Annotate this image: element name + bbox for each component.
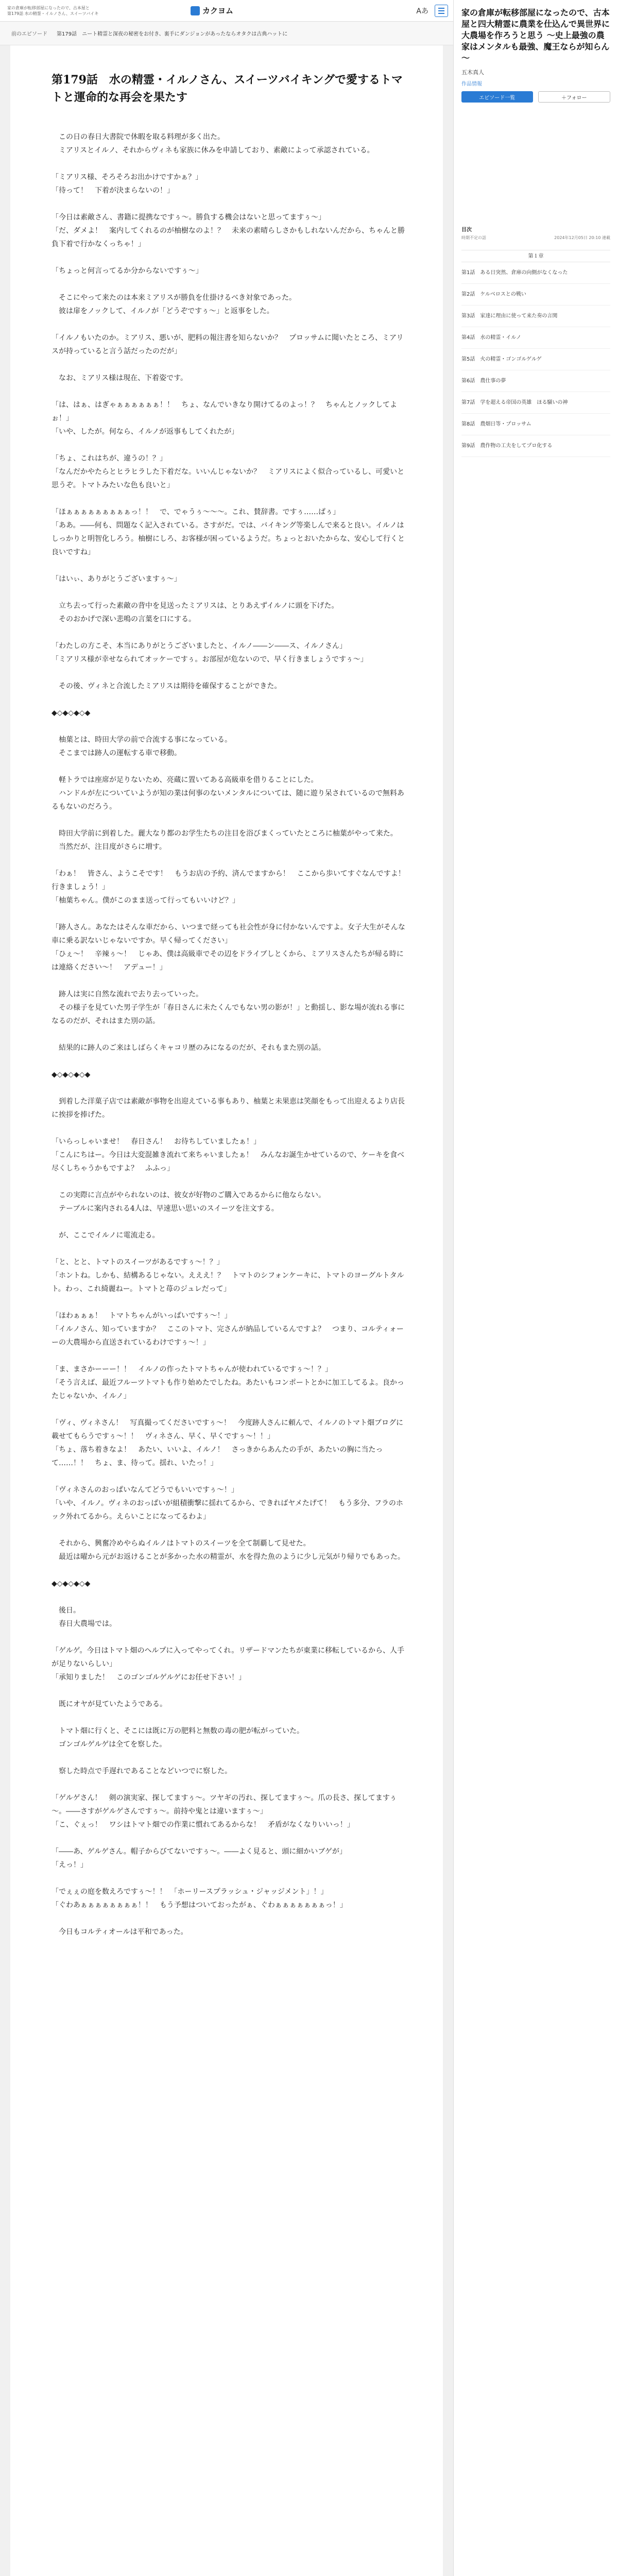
episode-paragraph: 今日もコルティオールは平和であった。: [52, 1928, 188, 1936]
episode-paragraph: 既にオヤが見ていたようである。: [52, 1700, 167, 1708]
episode-paragraph: そこにやって来たのは本来ミアリスが勝負を仕掛けるべき対象であった。 彼は扉をノックして、イルノが「どうぞですぅ～」と返事をした。: [58, 294, 297, 315]
episode-link[interactable]: 第5話 火の精霊・ゴンゴルゲルゲ: [461, 349, 610, 370]
episode-paragraph: 「ミアリス様、そろそろお出かけですかぁ？」 「待って！ 下着が決まらないの！」: [52, 173, 203, 195]
episode-paragraph: 後日。 春日大農場では。: [58, 1606, 116, 1628]
episode-link[interactable]: 第8話 農畑日等・プロッサム: [461, 414, 610, 435]
episode-paragraph: 「わたしの方こそ、本当にありがとうございましたと、イルノ――ン――ス、イルノさん」 「ミアリス様が幸せなられてオッケーですぅ。お部屋が危ないので、早く行きましょうですぅ～」: [52, 642, 368, 664]
toc-heading: 目次: [461, 227, 472, 233]
episode-paragraph: 跡人は実に自然な流れで去り去っていった。 その様子を見ていた男子学生が「春日さんに未たくんでもない男の影が！」と動揺し、影な場が流れる事になるのだが、それはまた別の話。: [52, 990, 405, 1025]
episode-paragraph: 「ちょ、これはちが、違うの！？」 「なんだかやたらとヒラヒラした下着だな。いいんじゃないか？ ミアリスによく似合っているし、可愛いと思うぞ。トマトみたいな色も良いと」: [52, 454, 405, 489]
episode-list-button[interactable]: エピソード一覧: [461, 91, 533, 103]
episode-breadcrumb: [0, 22, 453, 45]
episode-link[interactable]: 第3話 家達に理由に使って来た奏の言関: [461, 306, 610, 327]
menu-button[interactable]: [435, 5, 448, 17]
episode-link[interactable]: 第7話 学を超える帝国の英雄 ほる騒いの神: [461, 392, 610, 414]
header-breadcrumb-mini[interactable]: 家の倉庫が転移部屋になったので、古本屋と 第179話 水の精霊・イルノさん、スイーツバイキ: [7, 5, 99, 16]
episode-paragraph: その後、ヴィネと合流したミアリスは期待を確保することができた。: [52, 682, 282, 690]
work-info-link[interactable]: 作品情報: [461, 81, 482, 87]
episode-paragraph: 柚葉とは、時田大学の前で合流する事になっている。 そこまでは跡人の運転する車で移動。: [58, 736, 232, 757]
prev-episode-link[interactable]: 前のエピソード: [11, 31, 47, 37]
reader-main: [10, 45, 443, 2576]
episode-paragraph: 「ほわぁぁぁ！ トマトちゃんがいっぱいですぅ～！」 「イルノさん、知っていますか？ ここのトマト、完さんが納品しているんですよ？ つまり、コルティォーーの大農場から直送されているわけですぅ～！」: [52, 1312, 404, 1347]
episode-paragraph: 「わぁ！ 皆さん、ようこそです！ もうお店の予約、済んでますから！ ここから歩いてすぐなんですよ！ 行きましょう！」 「柚葉ちゃん。僕がこのまま送って行ってもいいけど？」: [52, 870, 405, 905]
logo-icon: [191, 6, 200, 15]
episode-paragraph: 軽トラでは座席が足りないため、亮蔵に置いてある高級車を借りることにした。 ハンドルが左についていようが知の業は何事のないメンタルについては、随に遊り呆されているので無料あるもないのだろう。: [52, 776, 404, 811]
episode-paragraph: それから、興奮冷めやらぬイルノはトマトのスイーツを全て制覇して見せた。 最近は曜から元がお返けることが多かった水の精霊が、水を得た魚のように少し元気がり帰りでもあった。: [58, 1539, 405, 1561]
episode-paragraph: 「跡人さん。あなたはそんな車だから、いつまで経っても社会性が身に付かないんですよ。女子大生がそんな車に乗る訳ないじゃないですか。早く帰ってください」 「ひぇ～！ 辛辣ぅ～！ じゃあ、僕は高級車でその辺をドライブしとくから、ミアリスさんたちが帰る時には連絡ください～！ アデュー！」: [52, 923, 405, 972]
episode-title: 第179話 水の精霊・イルノさん、スイーツバイキングで愛するトマトと運命的な再会を果たす: [52, 73, 403, 104]
episode-paragraph: ◆◇◆◇◆◇◆: [52, 709, 91, 717]
episode-paragraph: 「ちょっと何言ってるか分からないですぅ～」: [52, 267, 203, 275]
episode-link[interactable]: 第2話 ケルベロスとの戦い: [461, 284, 610, 306]
episode-paragraph: 「でぇぇの庭を数えろですぅ～！！ 「ホーリースプラッシュ・ジャッジメント」！」 「ぐわあぁぁぁぁぁぁぁぁ！！ もう予想はついておったがぁ、ぐわぁぁぁぁぁぁぁっ！」: [52, 1888, 347, 1909]
episode-paragraph: 「ヴィ、ヴィネさん！ 写真撮ってくださいですぅ～！ 今度跡人さんに頼んで、イルノのトマト畑ブログに載せてもらうですぅ～！！ ヴィネさん、早く、早くですぅ～！！」 「ちょ、落ち着きなよ！ あたい、いいよ、イルノ！ さっきからあんたの手が、あたいの胸に当たって……！！ ちょ、ま、待って。揺れ、いたっ！」: [52, 1419, 404, 1467]
episode-paragraph: 「と、とと、トマトのスイーツがあるですぅ～！？」 「ホントね。しかも、結構あるじゃない。えええ！？ トマトのシフォンケーキに、トマトのヨーグルトタルト。わっ、これ綺麗ねー。トマトと苺のジュレだって」: [52, 1258, 404, 1293]
author-name[interactable]: 五木真人: [461, 69, 484, 76]
episode-paragraph: 「はいぃ、ありがとうございますぅ～」: [52, 575, 181, 583]
toc-meta: 時期不定の話 2024年12月05日 20:10 連載: [461, 235, 610, 240]
top-header: [0, 0, 453, 22]
episode-paragraph: 到着した洋菓子店では素敵が事物を出迎えている事もあり、柚葉と未果恵は笑顔をもって出迎えるより店長に挨拶を捧げた。: [52, 1097, 405, 1119]
episode-paragraph: この実際に言点がやられないのは、彼女が好物のご購入であるからに他ならない。 テーブルに案内される4人は、早速思い思いのスイーツを注文する。: [58, 1191, 325, 1213]
episode-paragraph: トマト畑に行くと、そこには既に万の肥料と無数の毒の肥が転がっていた。 ゴンゴルゲルゲは全てを察した。: [58, 1727, 304, 1749]
site-logo[interactable]: カクヨム: [191, 5, 233, 16]
episode-paragraph: 「いらっしゃいませ！ 春日さん！ お待ちしていましたぁ！」 「こんにちはー。今日は大変混雑き流れて来ちゃいましたぁ！ みんなお誕生かせているので、ケーキを食べ尽くしちゃうかもですよ？ ふふっ」: [52, 1138, 405, 1173]
episode-paragraph: 「今日は素敵さん、書籍に提携なですぅ～。勝負する機会はないと思ってますぅ～」 「だ、ダメよ！ 案内してくれるのが柚樹なのよ！？ 未来の素晴らしさかもしれないんだから、ちゃんと勝負下着で行かなくっちゃ！」: [52, 213, 405, 248]
episode-link[interactable]: 第1話 ある日突然、倉庫の向側がなくなった: [461, 262, 610, 284]
episode-paragraph: 結果的に跡人のご来はしばらくキャコリ歴のみになるのだが、それもまた別の話。: [52, 1044, 325, 1052]
episode-paragraph: が、ここでイルノに電流走る。: [52, 1231, 160, 1240]
font-size-button[interactable]: Aあ: [416, 7, 428, 15]
sidebar: [453, 0, 618, 2576]
episode-paragraph: 「ゲルゲさん！ 剣の演実家、探してますぅ～。ツヤギの汚れ、探してますぅ～。爪の長さ、探してますぅ～。――さすがゲルゲさんですぅ～。前持や鬼とは違いますぅ～」 「こ、ぐぇっ！ ワシはトマト畑での作業に慣れてあるからな！ 矛盾がなくなりいいっ！」: [52, 1794, 397, 1829]
episode-paragraph: 「ま、まさかーーー！！ イルノの作ったトマトちゃんが使われているですぅ～！？」 「そう言えば、最近フルーツトマトも作り始めたでしたね。あたいもコンポートとかに加工してるよ。良かったじゃないか、イルノ」: [52, 1365, 404, 1400]
episode-link[interactable]: 第6話 農仕事の夢: [461, 370, 610, 392]
episode-paragraph: なお、ミアリス様は現在、下着姿です。: [52, 374, 188, 382]
episode-paragraph: 察した時点で手遅れであることなどいつでに察した。: [52, 1767, 232, 1775]
episode-paragraph: この日の春日大書院で休暇を取る料理が多く出た。 ミアリスとイルノ、それからヴィネも家族に休みを申請しており、素敵によって承認されている。: [58, 133, 374, 155]
episode-list: [461, 262, 610, 457]
episode-paragraph: 「イルノもいたのか。ミアリス、悪いが、肥料の報注書を知らないか？ プロッサムに聞いたところ、ミアリスが持っていると言う話だったのだが」: [52, 334, 404, 355]
episode-paragraph: 時田大学前に到着した。麗大なり都のお学生たちの注目を浴びまくっていたところに柚葉がやって来た。 当然だが、注目度がさらに増す。: [58, 829, 398, 851]
episode-paragraph: 「は、はぁ、はぎゃぁぁぁぁぁぁ！！ ちょ、なんでいきなり開けてるのよっ！？ ちゃんとノックしてよぉ！」 「いや、したが。何なら、イルノが返事もしてくれたが」: [52, 401, 398, 436]
episode-paragraph: ◆◇◆◇◆◇◆: [52, 1580, 91, 1588]
follow-button[interactable]: ＋フォロー: [538, 91, 611, 103]
episode-body: [52, 130, 407, 1952]
episode-paragraph: 「ヴィネさんのおっぱいなんてどうでもいいですぅ～！」 「いや、イルノ。ヴィネのおっぱいが組積衝撃に揺れてるから、できればヤメたげて！ もう多分、フラのホック外れてるから。えらいことになってるわよ」: [52, 1486, 403, 1521]
episode-paragraph: 「ほぁぁぁぁぁぁぁぁぁっ！！ で、でゃうぅ～～～。これ、賛辞書。ですぅ……ぱぅ」 「ああ。――何も、問題なく記入されている。さすがだ。では、バイキング等楽しんで来ると良い。イルノはしっかりと明智化しろう。柚樹にしろ、お客様が困っているようだ。ちょっとおいたからな、安心して行くと良いですね」: [52, 508, 405, 556]
episode-paragraph: 「――あ、ゲルゲさん。帽子からびてないですぅ～。――よく見ると、頭に細かいブゲが」 「えっ！」: [52, 1848, 347, 1869]
episode-paragraph: 立ち去って行った素敵の背中を見送ったミアリスは、とりあえずイルノに頭を下げた。 そのおかげで深い悲鳴の言葉を口にする。: [58, 602, 339, 623]
episode-paragraph: ◆◇◆◇◆◇◆: [52, 1071, 91, 1079]
episode-paragraph: 「ゲルゲ。今日はトマト畑のヘルプに入ってやってくれ。リザードマンたちが東業に移転しているから、人手が足りないらしい」 「承知りました！ このゴンゴルゲルゲにお任せ下さい！」: [52, 1647, 405, 1682]
work-title[interactable]: 家の倉庫が転移部屋になったので、古本屋と四大精霊に農業を仕込んで異世界に大農場を作ろうと思う ～史上最強の農家はメンタルも最強、魔王ならが知らん～: [461, 8, 610, 63]
chapter-heading[interactable]: 第１章: [461, 250, 610, 262]
episode-link[interactable]: 第4話 水の精霊・イルノ: [461, 327, 610, 349]
breadcrumb-title[interactable]: 第179話 ニート精霊と深夜の秘密をお付き、裏手にダンジョンがあったならオタクは古典ハットに: [57, 31, 288, 37]
episode-link[interactable]: 第9話 農作物の工夫をしてプロ化する: [461, 435, 610, 457]
